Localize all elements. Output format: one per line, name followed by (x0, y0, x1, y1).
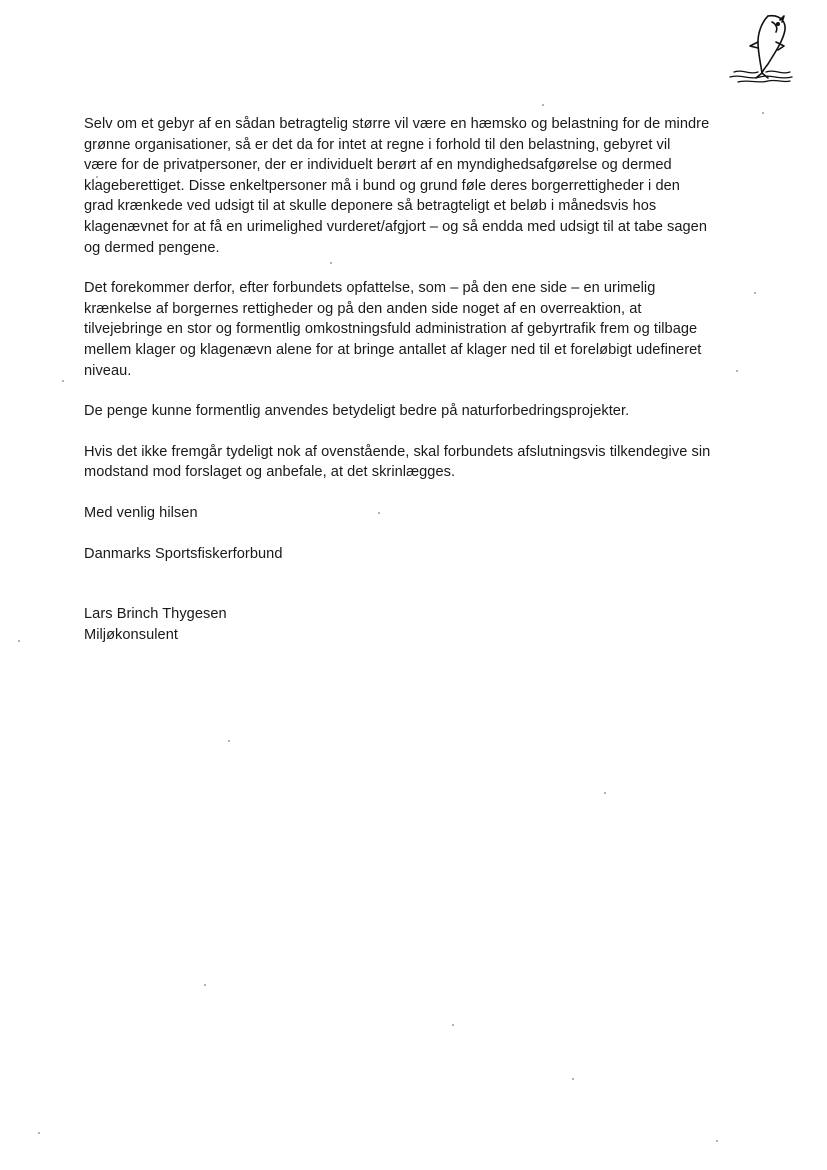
paragraph-nature-projects (84, 401, 756, 422)
scan-speck (62, 380, 64, 382)
scan-speck (716, 1140, 718, 1142)
scan-speck (762, 112, 764, 114)
scan-speck (542, 104, 544, 106)
text-line: Det forekommer derfor, efter forbundets opfattelse, som – på den ene side – en urimelig (84, 280, 656, 297)
scan-speck (604, 792, 606, 794)
text-line: Hvis det ikke fremgår tydeligt nok af ovenstående, skal forbundets afslutningsvis tilkendegive sin (84, 443, 711, 460)
text-line: De penge kunne formentlig anvendes betydeligt bedre på naturforbedringsprojekter. (84, 403, 630, 420)
text-line: niveau. (84, 362, 132, 379)
text-line: være for de privatpersoner, der er individuelt berørt af en myndighedsafgørelse og dermed (84, 157, 672, 174)
scan-speck (452, 1024, 454, 1026)
scan-speck (754, 292, 756, 294)
text-line: mellem klager og klagenævn alene for at bringe antallet af klager ned til et foreløbigt udefineret (84, 341, 702, 358)
closing-text: Med venlig hilsen (84, 504, 198, 521)
scan-speck (38, 1132, 40, 1134)
scan-speck (228, 740, 230, 742)
scan-speck (378, 512, 380, 514)
text-line: grad krænkede ved udsigt til at skulle deponere så betragteligt et beløb i månedsvis hos (84, 198, 657, 215)
scan-speck (736, 370, 738, 372)
scan-speck (96, 176, 98, 178)
letter-body (84, 114, 756, 645)
text-line: klagenævnet for at få en urimelighed vurderet/afgjort – og så endda med udsigt til at tabe sagen (84, 218, 707, 235)
signatory-name: Lars Brinch Thygesen (84, 606, 227, 623)
scan-speck (204, 984, 206, 986)
text-line: tilvejebringe en stor og formentlig omkostningsfuld administration af gebyrtrafik frem og tilbage (84, 321, 698, 338)
closing-salutation (84, 503, 756, 524)
text-line: grønne organisationer, så er det da for intet at regne i forhold til den belastning, gebyret vil (84, 136, 671, 153)
text-line: og dermed pengene. (84, 239, 220, 256)
signature-block (84, 604, 756, 645)
scan-speck (330, 262, 332, 264)
scan-speck (18, 640, 20, 642)
organization-text: Danmarks Sportsfiskerforbund (84, 545, 283, 562)
paragraph-overreaction (84, 278, 756, 381)
text-line: Selv om et gebyr af en sådan betragtelig større vil være en hæmsko og belastning for de mindre (84, 116, 710, 132)
text-line: modstand mod forslaget og anbefale, at det skrinlægges. (84, 464, 456, 481)
organization-name (84, 544, 756, 565)
scan-speck (572, 1078, 574, 1080)
paragraph-fee-burden (84, 114, 756, 258)
leaping-fish-icon (728, 12, 796, 84)
signatory-title: Miljøkonsulent (84, 626, 178, 643)
text-line: krænkelse af borgernes rettigheder og på den anden side noget af en overreaktion, at (84, 300, 642, 317)
paragraph-conclusion (84, 442, 756, 483)
text-line: klageberettiget. Disse enkeltpersoner må i bund og grund føle deres borgerrettigheder i den (84, 177, 680, 194)
